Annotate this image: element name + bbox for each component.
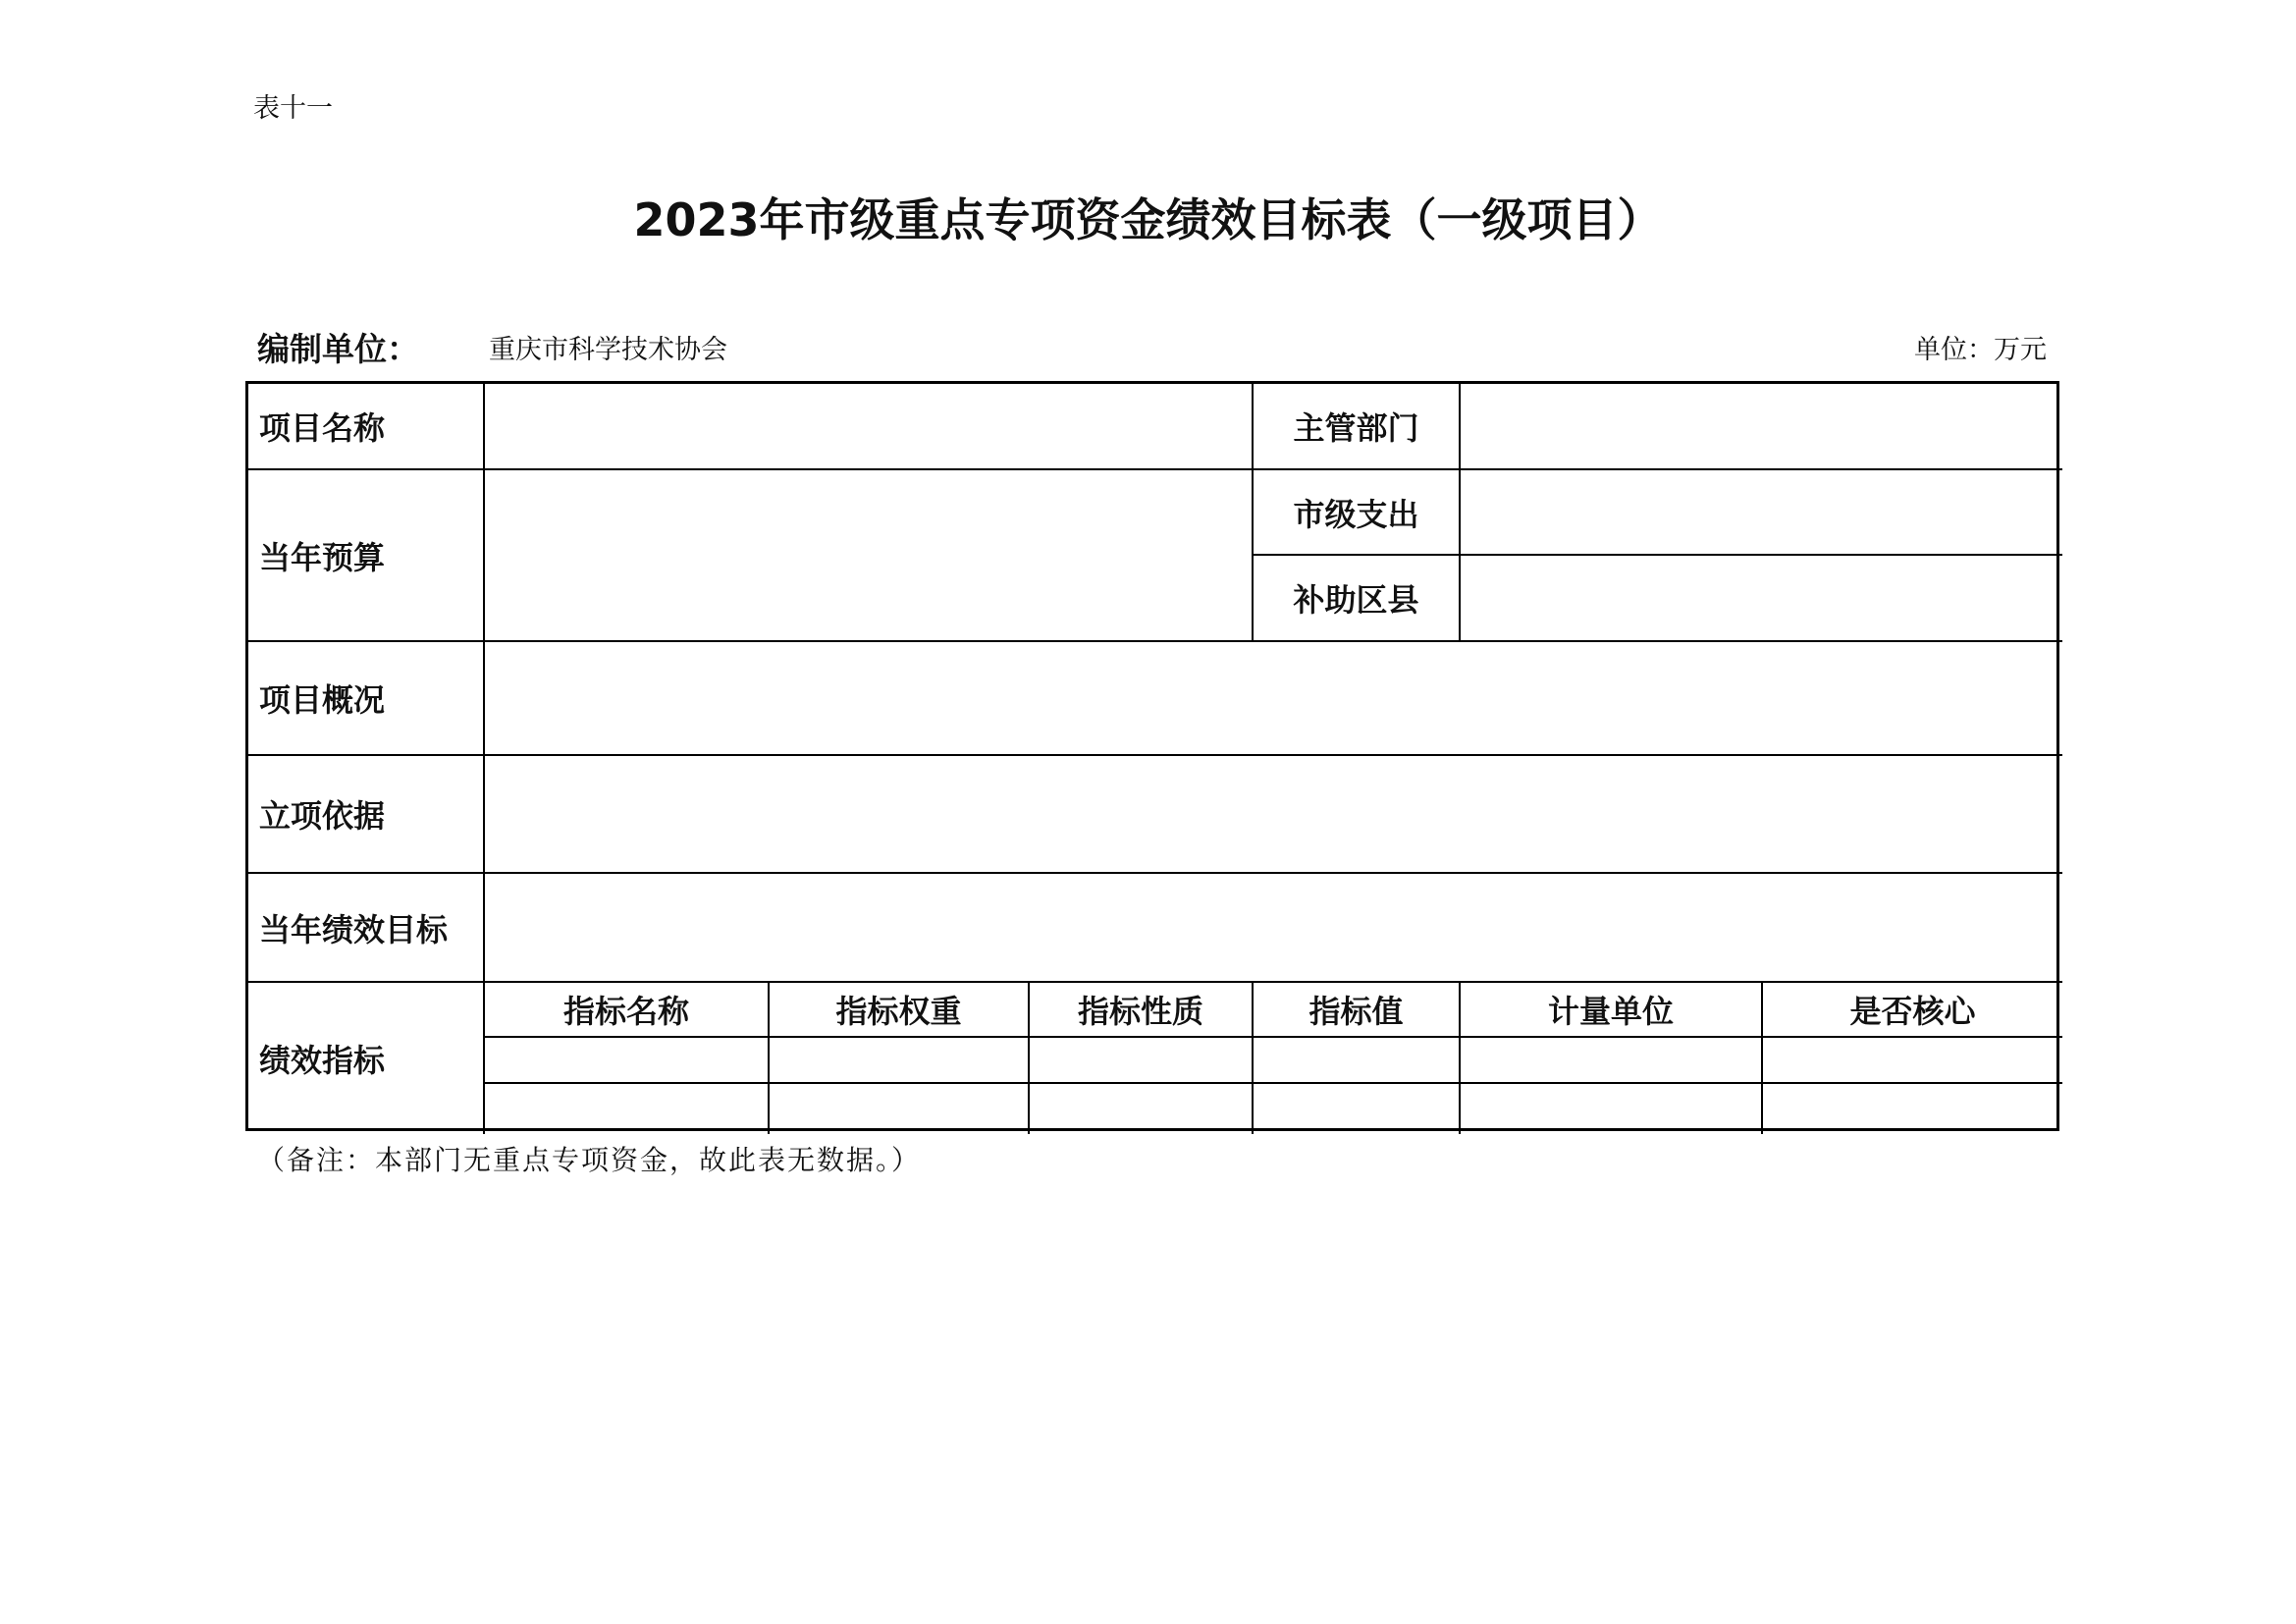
indicator-header-value: 指标值 (1254, 983, 1461, 1038)
indicator-cell (1461, 1038, 1763, 1084)
org-label: 编制单位： (257, 330, 419, 368)
indicator-cell (770, 1084, 1030, 1134)
indicator-cell (1254, 1038, 1461, 1084)
indicator-cell (770, 1038, 1030, 1084)
page-title: 2023年市级重点专项资金绩效目标表（一级项目） (633, 193, 1663, 246)
performance-goal-table (245, 381, 2059, 1131)
project-basis-label: 立项依据 (248, 756, 485, 874)
indicators-label: 绩效指标 (248, 983, 485, 1134)
annual-budget-label: 当年预算 (248, 470, 485, 642)
indicator-header-unit: 计量单位 (1461, 983, 1763, 1038)
table-number: 表十一 (253, 93, 333, 124)
project-overview-label: 项目概况 (248, 642, 485, 756)
city-expenditure-label: 市级支出 (1254, 470, 1461, 556)
org-value: 重庆市科学技术协会 (489, 335, 727, 365)
indicator-cell (1030, 1038, 1254, 1084)
annual-goal-label: 当年绩效目标 (248, 874, 485, 983)
indicator-header-core: 是否核心 (1763, 983, 2062, 1038)
indicator-cell (1461, 1084, 1763, 1134)
indicator-header-nature: 指标性质 (1030, 983, 1254, 1038)
project-basis-value (485, 756, 2062, 874)
district-subsidy-label: 补助区县 (1254, 556, 1461, 642)
annual-goal-value (485, 874, 2062, 983)
project-name-value (485, 384, 1254, 470)
district-subsidy-value (1461, 556, 2062, 642)
indicator-header-name: 指标名称 (485, 983, 770, 1038)
city-expenditure-value (1461, 470, 2062, 556)
annual-budget-value (485, 470, 1254, 642)
indicator-cell (1030, 1084, 1254, 1134)
indicator-cell (1254, 1084, 1461, 1134)
indicator-cell (1763, 1084, 2062, 1134)
indicator-header-weight: 指标权重 (770, 983, 1030, 1038)
unit-label: 单位：万元 (1914, 335, 2047, 365)
indicator-cell (485, 1038, 770, 1084)
project-overview-value (485, 642, 2062, 756)
competent-dept-label: 主管部门 (1254, 384, 1461, 470)
indicator-cell (485, 1084, 770, 1134)
competent-dept-value (1461, 384, 2062, 470)
footnote: （备注：本部门无重点专项资金，故此表无数据。） (257, 1144, 922, 1176)
indicator-cell (1763, 1038, 2062, 1084)
project-name-label: 项目名称 (248, 384, 485, 470)
